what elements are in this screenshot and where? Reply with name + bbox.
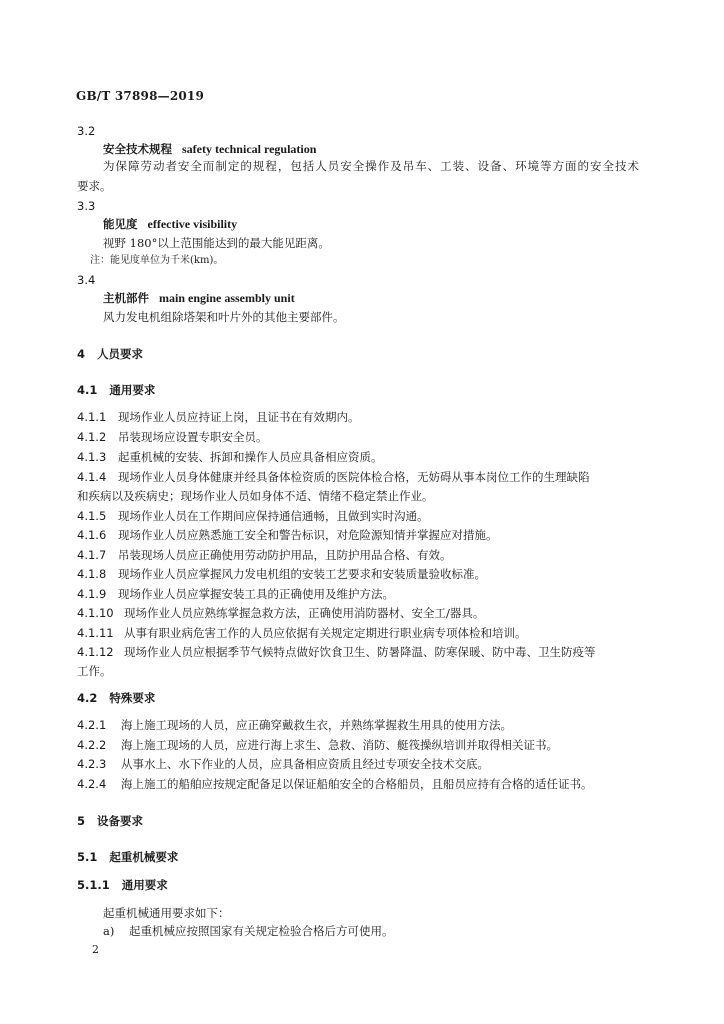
clause-number-3-4: 3.4 — [77, 273, 96, 287]
section-number: 5.1.1 — [77, 878, 110, 892]
item-text: 起重机械的安装、拆卸和操作人员应具备相应资质。 — [118, 450, 383, 464]
item-number: 4.1.11 — [77, 626, 114, 640]
chapter-number: 5 — [77, 814, 86, 828]
section-4-1-heading — [77, 383, 155, 397]
chapter-number: 4 — [77, 347, 86, 361]
list-item — [77, 757, 489, 771]
chapter-title: 设备要求 — [97, 814, 144, 828]
list-item — [77, 606, 484, 620]
definition-3-2-line1: 为保障劳动者安全而制定的规程，包括人员安全操作及吊车、工装、设备、环境等方面的安全技术 — [103, 159, 639, 173]
item-number: 4.2.3 — [77, 757, 107, 771]
term-3-4 — [103, 291, 295, 305]
section-4-2-heading — [77, 691, 155, 705]
list-item-text: 起重机械应按照国家有关规定检验合格后方可使用。 — [129, 924, 394, 938]
item-number: 4.1.5 — [77, 509, 107, 523]
item-text: 现场作业人员应熟悉施工安全和警告标识，对危险源知情并掌握应对措施。 — [118, 528, 498, 542]
list-item-a — [103, 924, 394, 938]
list-item — [77, 738, 558, 752]
term-zh: 安全技术规程 — [103, 142, 172, 156]
list-item — [77, 410, 360, 424]
term-zh: 主机部件 — [103, 291, 149, 305]
section-title: 特殊要求 — [109, 691, 156, 705]
section-number: 4.1 — [77, 383, 98, 397]
list-item — [77, 567, 486, 581]
list-item-continuation: 工作。 — [77, 664, 112, 678]
term-en: effective visibility — [147, 217, 238, 231]
list-item — [77, 450, 383, 464]
item-text: 吊装现场应设置专职安全员。 — [118, 430, 268, 444]
item-number: 4.1.2 — [77, 430, 107, 444]
item-number: 4.1.1 — [77, 410, 107, 424]
list-item — [77, 587, 394, 601]
item-text: 现场作业人员身体健康并经具备体检资质的医院体检合格，无妨碍从事本岗位工作的生理缺陷 — [118, 470, 590, 484]
item-text: 现场作业人员应熟练掌握急救方法，正确使用消防器材、安全工/器具。 — [124, 606, 485, 620]
general-intro-text: 起重机械通用要求如下： — [103, 906, 230, 920]
section-title: 起重机械要求 — [109, 850, 179, 864]
item-number: 4.1.3 — [77, 450, 107, 464]
item-number: 4.1.12 — [77, 645, 114, 659]
list-item — [77, 470, 639, 484]
standard-number-header: GB/T 37898—2019 — [76, 89, 205, 103]
section-5-1-heading — [77, 850, 178, 864]
item-text: 海上施工现场的人员，应正确穿戴救生衣，并熟练掌握救生用具的使用方法。 — [121, 718, 512, 732]
section-number: 5.1 — [77, 850, 98, 864]
section-5-1-1-heading — [77, 878, 168, 892]
item-text: 现场作业人员应根据季节气候特点做好饮食卫生、防暑降温、防寒保暖、防中毒、卫生防疫等 — [124, 645, 596, 659]
list-item — [77, 645, 596, 659]
term-3-2 — [103, 142, 316, 156]
item-number: 4.1.10 — [77, 606, 114, 620]
term-en: safety technical regulation — [182, 142, 317, 156]
list-item-continuation: 和疾病以及疾病史；现场作业人员如身体不适、情绪不稳定禁止作业。 — [77, 489, 434, 503]
item-number: 4.1.4 — [77, 470, 107, 484]
item-text: 现场作业人员应掌握风力发电机组的安装工艺要求和安装质量验收标准。 — [118, 567, 486, 581]
chapter-title: 人员要求 — [97, 347, 144, 361]
term-en: main engine assembly unit — [159, 291, 295, 305]
list-marker: a) — [103, 924, 115, 938]
section-title: 通用要求 — [121, 878, 168, 892]
item-number: 4.1.7 — [77, 548, 107, 562]
item-number: 4.2.4 — [77, 777, 107, 791]
item-text: 从事有职业病危害工作的人员应依据有关规定定期进行职业病专项体检和培训。 — [124, 626, 527, 640]
note-3-3: 注：能见度单位为千米(km)。 — [90, 255, 224, 266]
definition-3-3: 视野 180°以上范围能达到的最大能见距离。 — [103, 236, 330, 250]
list-item — [77, 777, 593, 791]
item-text: 现场作业人员应持证上岗，且证书在有效期内。 — [118, 410, 360, 424]
list-item — [77, 718, 512, 732]
list-item — [77, 528, 498, 542]
item-number: 4.1.8 — [77, 567, 107, 581]
list-item — [77, 430, 268, 444]
item-text: 海上施工的船舶应按规定配备足以保证船舶安全的合格船员，且船员应持有合格的适任证书。 — [121, 777, 593, 791]
item-text: 现场作业人员应掌握安装工具的正确使用及维护方法。 — [118, 587, 394, 601]
definition-3-4: 风力发电机组除塔架和叶片外的其他主要部件。 — [103, 310, 345, 324]
chapter-5-heading — [77, 814, 143, 828]
item-number: 4.2.2 — [77, 738, 107, 752]
item-text: 现场作业人员在工作期间应保持通信通畅，且做到实时沟通。 — [118, 509, 429, 523]
item-number: 4.1.6 — [77, 528, 107, 542]
item-text: 吊装现场人员应正确使用劳动防护用品，且防护用品合格、有效。 — [118, 548, 452, 562]
list-item — [77, 509, 429, 523]
item-text: 海上施工现场的人员，应进行海上求生、急救、消防、艇筏操纵培训并取得相关证书。 — [121, 738, 558, 752]
item-text: 从事水上、水下作业的人员，应具备相应资质且经过专项安全技术交底。 — [121, 757, 489, 771]
term-3-3 — [103, 217, 237, 231]
page-number: 2 — [92, 943, 99, 956]
item-number: 4.2.1 — [77, 718, 107, 732]
section-title: 通用要求 — [109, 383, 156, 397]
item-number: 4.1.9 — [77, 587, 107, 601]
term-zh: 能见度 — [103, 217, 138, 231]
clause-number-3-2: 3.2 — [77, 124, 96, 138]
definition-3-2-line2: 要求。 — [77, 179, 112, 193]
chapter-4-heading — [77, 347, 143, 361]
section-number: 4.2 — [77, 691, 98, 705]
list-item — [77, 626, 527, 640]
list-item — [77, 548, 452, 562]
clause-number-3-3: 3.3 — [77, 199, 96, 213]
